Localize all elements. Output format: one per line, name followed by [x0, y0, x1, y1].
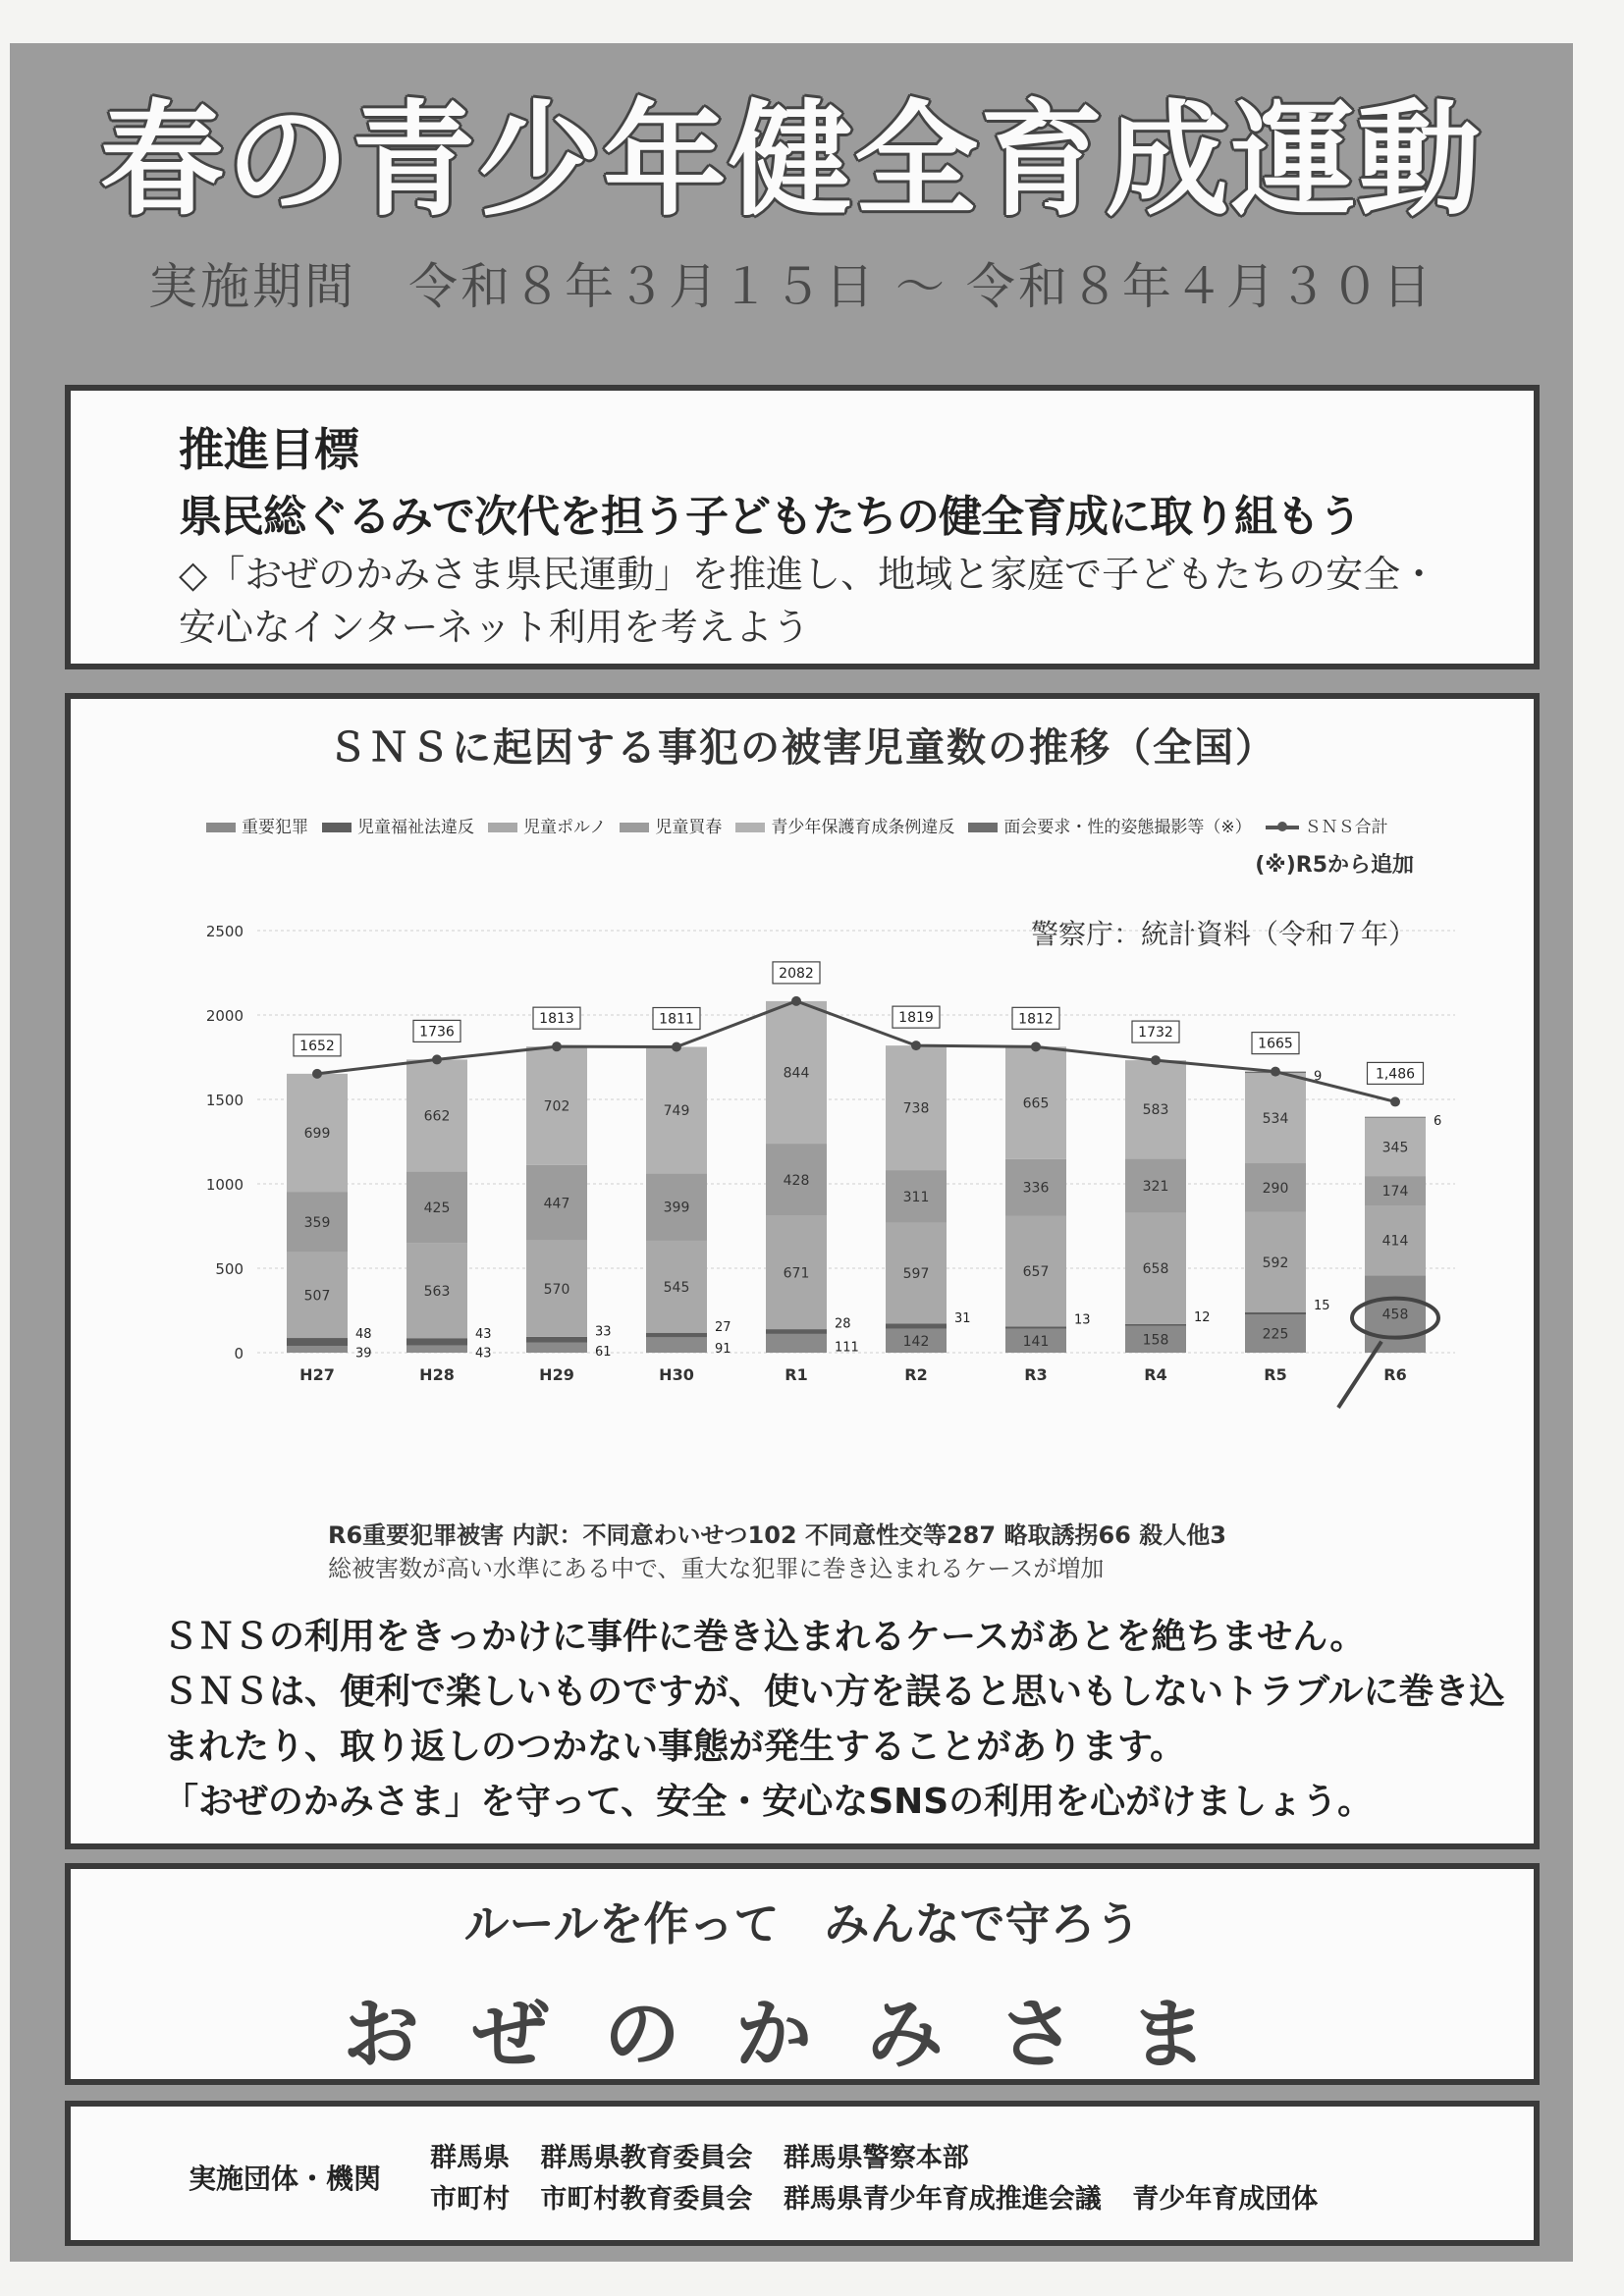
body-paragraph-3: 「おぜのかみさま」を守って、安全・安心なSNSの利用を心がけましょう。 — [163, 1782, 1374, 1822]
total-point — [791, 996, 801, 1006]
org-name: 群馬県青少年育成推進会議 — [783, 2184, 1102, 2215]
bar-value-label: 336 — [1022, 1180, 1050, 1197]
total-value-label: 1652 — [299, 1038, 335, 1054]
bar-value-label: 399 — [663, 1200, 690, 1216]
legend-item — [620, 813, 722, 837]
bar-value-label: 12 — [1194, 1309, 1211, 1325]
bar-value-label: 345 — [1381, 1140, 1409, 1156]
x-tick-label: R5 — [1264, 1365, 1287, 1384]
legend-label: 児童ポルノ — [523, 818, 607, 837]
bar-value-label: 583 — [1142, 1102, 1169, 1119]
chart-box — [65, 693, 1540, 1849]
org-name: 群馬県警察本部 — [783, 2143, 969, 2173]
bar-value-label: 6 — [1434, 1114, 1442, 1130]
bar-segment — [287, 1338, 348, 1346]
total-value-label: 1811 — [659, 1011, 694, 1028]
bar-segment — [406, 1346, 467, 1353]
total-line — [317, 1001, 1395, 1102]
legend-item — [206, 813, 308, 837]
bar-value-label: 43 — [475, 1346, 492, 1362]
total-value-label: 1665 — [1258, 1036, 1293, 1052]
bar-value-label: 662 — [423, 1108, 451, 1125]
rule-box — [65, 1863, 1540, 2085]
bar-segment — [1125, 1324, 1186, 1326]
legend-swatch — [620, 823, 649, 832]
bar-value-label: 749 — [663, 1102, 690, 1119]
x-tick-label: H29 — [539, 1365, 574, 1384]
legend-item — [322, 813, 474, 837]
bar-value-label: 321 — [1142, 1178, 1169, 1195]
bar-segment — [526, 1343, 587, 1353]
bar-value-label: 174 — [1381, 1184, 1409, 1201]
legend-swatch — [488, 823, 517, 832]
bar-value-label: 534 — [1262, 1111, 1289, 1128]
bar-value-label: 141 — [1022, 1333, 1050, 1350]
total-point — [312, 1069, 322, 1079]
bar-value-label: 702 — [543, 1098, 570, 1115]
legend-swatch — [968, 823, 998, 832]
bar-value-label: 738 — [902, 1100, 930, 1117]
bar-value-label: 671 — [783, 1265, 810, 1282]
rule-slogan: ルールを作って みんなで守ろう — [463, 1897, 1141, 1950]
total-point — [1151, 1055, 1161, 1065]
poster — [10, 43, 1573, 2262]
bar-value-label: 28 — [835, 1316, 851, 1332]
body-paragraph-2: ＳＮＳは、便利で楽しいものですが、使い方を誤ると思いもしないトラブルに巻き込まれたり、取り返しのつかない事態が発生することがあります。 — [163, 1672, 1505, 1767]
bar-value-label: 545 — [663, 1279, 690, 1296]
x-tick-label: H27 — [299, 1365, 335, 1384]
bar-value-label: 33 — [595, 1324, 612, 1340]
bar-value-label: 592 — [1262, 1255, 1289, 1271]
bar-value-label: 597 — [902, 1265, 930, 1282]
total-point — [1390, 1096, 1400, 1106]
bar-value-label: 43 — [475, 1326, 492, 1342]
total-point — [552, 1041, 562, 1051]
total-point — [432, 1054, 442, 1064]
goal-label: 推進目標 — [179, 423, 359, 476]
legend-label: ＳＮＳ合計 — [1304, 818, 1388, 837]
legend-item — [735, 813, 954, 837]
x-tick-label: H28 — [419, 1365, 455, 1384]
org-name: 群馬県 — [430, 2143, 510, 2173]
bar-value-label: 665 — [1022, 1095, 1050, 1112]
bar-segment — [646, 1333, 707, 1338]
total-value-label: 1,486 — [1375, 1066, 1416, 1083]
bar-value-label: 657 — [1022, 1264, 1050, 1281]
legend-label: 青少年保護育成条例違反 — [771, 818, 955, 837]
bar-value-label: 311 — [902, 1189, 930, 1205]
org-name: 市町村 — [430, 2184, 510, 2215]
bar-value-label: 570 — [543, 1281, 570, 1298]
organizations-box — [65, 2101, 1540, 2246]
legend-label: 重要犯罪 — [242, 818, 308, 837]
x-tick-label: R2 — [904, 1365, 928, 1384]
y-tick-label: 1000 — [205, 1176, 244, 1194]
bar-value-label: 91 — [715, 1342, 731, 1358]
bar-segment — [766, 1329, 827, 1334]
x-tick-label: R4 — [1144, 1365, 1167, 1384]
y-tick-label: 2000 — [205, 1007, 244, 1025]
total-point — [911, 1041, 921, 1050]
org-name: 青少年育成団体 — [1132, 2184, 1319, 2215]
bar-value-label: 48 — [355, 1327, 372, 1343]
chart-source: 警察庁：統計資料（令和７年） — [1030, 918, 1416, 950]
bar-segment — [1245, 1312, 1306, 1315]
bar-segment — [766, 1334, 827, 1353]
legend-label: 児童福祉法違反 — [357, 818, 474, 837]
bar-value-label: 844 — [783, 1065, 810, 1082]
bar-value-label: 158 — [1142, 1332, 1169, 1349]
y-tick-label: 1500 — [205, 1092, 244, 1109]
bar-value-label: 507 — [303, 1288, 331, 1305]
chart-title: ＳＮＳに起因する事犯の被害児童数の推移（全国） — [328, 725, 1276, 771]
total-point — [1271, 1067, 1280, 1077]
organizations-line-2 — [430, 2177, 1339, 2216]
bar-value-label: 27 — [715, 1320, 731, 1336]
stacked-bar-chart — [198, 881, 1475, 1431]
callout-arrow — [1338, 1342, 1381, 1408]
total-value-label: 1812 — [1018, 1011, 1054, 1028]
total-value-label: 1813 — [539, 1011, 574, 1028]
chart-trend-note: 総被害数が高い水準にある中で、重大な犯罪に巻き込まれるケースが増加 — [328, 1555, 1105, 1582]
bar-value-label: 447 — [543, 1196, 570, 1212]
legend-swatch — [322, 823, 352, 832]
bar-value-label: 61 — [595, 1344, 612, 1360]
total-point — [672, 1042, 681, 1052]
x-tick-label: R1 — [785, 1365, 808, 1384]
bar-segment — [406, 1338, 467, 1345]
bar-value-label: 458 — [1381, 1307, 1409, 1323]
org-name: 群馬県教育委員会 — [540, 2143, 753, 2173]
total-value-label: 2082 — [779, 965, 814, 982]
y-tick-label: 2500 — [205, 923, 244, 940]
bar-segment — [526, 1337, 587, 1343]
bar-value-label: 699 — [303, 1125, 331, 1142]
body-paragraph-1: ＳＮＳの利用をきっかけに事件に巻き込まれるケースがあとを絶ちません。 — [163, 1617, 1366, 1657]
legend-line-marker — [1266, 826, 1299, 829]
legend-swatch — [735, 823, 765, 832]
campaign-period: 実施期間 令和８年３月１５日 ～ 令和８年４月３０日 — [148, 258, 1435, 315]
total-value-label: 1736 — [419, 1024, 455, 1041]
chart-breakdown-note: R6重要犯罪被害 内訳：不同意わいせつ102 不同意性交等287 略取誘拐66 殺人他3 — [328, 1522, 1226, 1549]
x-tick-label: R3 — [1024, 1365, 1048, 1384]
x-tick-label: H30 — [659, 1365, 694, 1384]
y-tick-label: 500 — [215, 1260, 244, 1278]
legend-label: 児童買春 — [655, 818, 723, 837]
bar-value-label: 39 — [355, 1346, 372, 1362]
goal-main-text: 県民総ぐるみで次代を担う子どもたちの健全育成に取り組もう — [179, 492, 1361, 542]
legend-item — [1266, 813, 1388, 837]
bar-segment — [1005, 1327, 1066, 1329]
bar-value-label: 15 — [1314, 1299, 1330, 1314]
bar-segment — [1365, 1117, 1426, 1118]
bar-segment — [287, 1346, 348, 1353]
total-value-label: 1819 — [898, 1010, 934, 1027]
bar-value-label: 359 — [303, 1214, 331, 1231]
chart-note-added: (※)R5から追加 — [1255, 853, 1414, 878]
total-value-label: 1732 — [1138, 1025, 1173, 1041]
bar-value-label: 225 — [1262, 1326, 1289, 1343]
total-point — [1031, 1041, 1041, 1051]
org-name: 市町村教育委員会 — [540, 2184, 753, 2215]
legend-swatch — [206, 823, 236, 832]
bar-segment — [646, 1337, 707, 1353]
x-tick-label: R6 — [1383, 1365, 1407, 1384]
organizations-label: 実施団体・機関 — [189, 2163, 382, 2195]
bar-value-label: 563 — [423, 1283, 451, 1300]
legend-label: 面会要求・性的姿態撮影等（※） — [1003, 818, 1252, 837]
bar-segment — [886, 1323, 947, 1328]
bar-value-label: 414 — [1381, 1233, 1409, 1250]
bar-value-label: 425 — [423, 1200, 451, 1216]
legend-item — [968, 813, 1251, 837]
y-tick-label: 0 — [234, 1345, 244, 1362]
bar-value-label: 31 — [954, 1310, 971, 1326]
chart-legend — [206, 813, 1502, 846]
bar-value-label: 13 — [1074, 1312, 1091, 1328]
legend-item — [488, 813, 606, 837]
bar-value-label: 142 — [902, 1333, 930, 1350]
bar-value-label: 428 — [783, 1172, 810, 1189]
bar-value-label: 9 — [1314, 1069, 1323, 1085]
bar-value-label: 658 — [1142, 1261, 1169, 1278]
page-title: 春の青少年健全育成運動 — [100, 88, 1483, 233]
goal-box — [65, 385, 1540, 669]
organizations-line-1 — [430, 2136, 991, 2174]
bar-value-label: 111 — [835, 1340, 859, 1356]
rule-name: おぜのかみさま — [343, 1991, 1262, 2079]
body-text — [106, 1610, 1510, 1830]
goal-sub-text: ◇「おぜのかみさま県民運動」を推進し、地域と家庭で子どもたちの安全・安心なインターネット利用を考えよう — [179, 553, 1438, 649]
bar-value-label: 290 — [1262, 1180, 1289, 1197]
